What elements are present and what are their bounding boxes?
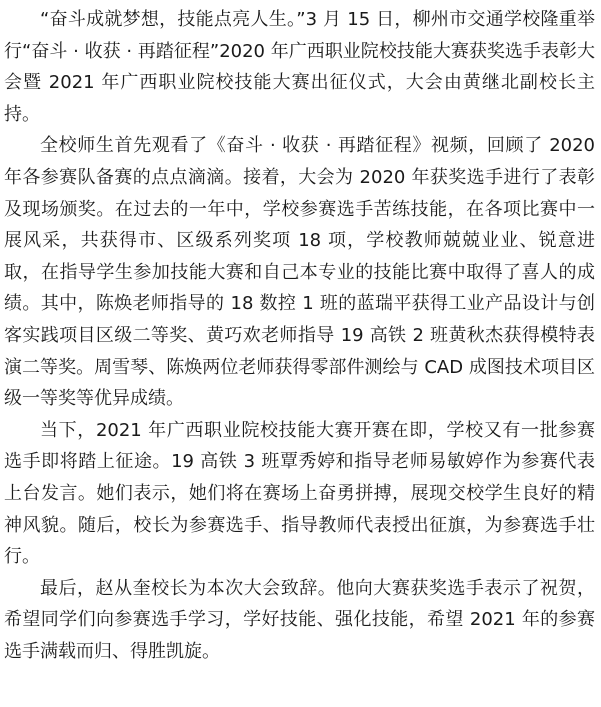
article-paragraph-intro: “奋斗成就梦想，技能点亮人生。”3 月 15 日，柳州市交通学校隆重举行“奋斗 · 收获 · 再踏征程”2020 年广西职业院校技能大赛获奖选手表彰大会暨 2021 年广西职业院校技能大赛出征仪式，大会由黄继北副校长主持。	[4, 9, 595, 125]
article-paragraph-review: 全校师生首先观看了《奋斗 · 收获 · 再踏征程》视频，回顾了 2020 年各参赛队备赛的点点滴滴。接着，大会为 2020 年获奖选手进行了表彰及现场颁奖。在过去的一年中，学校参赛选手苦练技能，在各项比赛中一展风采，共获得市、区级系列奖项 18 项，学校教师兢兢业业、锐意进取，在指导学生参加技能大赛和自己本专业的技能比赛中取得了喜人的成绩。其中，陈焕老师指导的 18 数控 1 班的蓝瑞平获得工业产品设计与创客实践项目区级二等奖、黄巧欢老师指导 19 高铁 2 班黄秋杰获得模特表演二等奖。周雪琴、陈焕两位老师获得零部件测绘与 CAD 成图技术项目区级一等奖等优异成绩。	[4, 135, 595, 410]
article-paragraph-closing: 最后，赵从奎校长为本次大会致辞。他向大赛获奖选手表示了祝贺，希望同学们向参赛选手学习，学好技能、强化技能，希望 2021 年的参赛选手满载而归、得胜凯旋。	[4, 577, 595, 662]
article-paragraph-send-off: 当下，2021 年广西职业院校技能大赛开赛在即，学校又有一批参赛选手即将踏上征途。19 高铁 3 班覃秀婷和指导老师易敏婷作为参赛代表上台发言。她们表示，她们将在赛场上奋勇拼搏，展现交校学生良好的精神风貌。随后，校长为参赛选手、指导教师代表授出征旗，为参赛选手壮行。	[4, 419, 595, 568]
